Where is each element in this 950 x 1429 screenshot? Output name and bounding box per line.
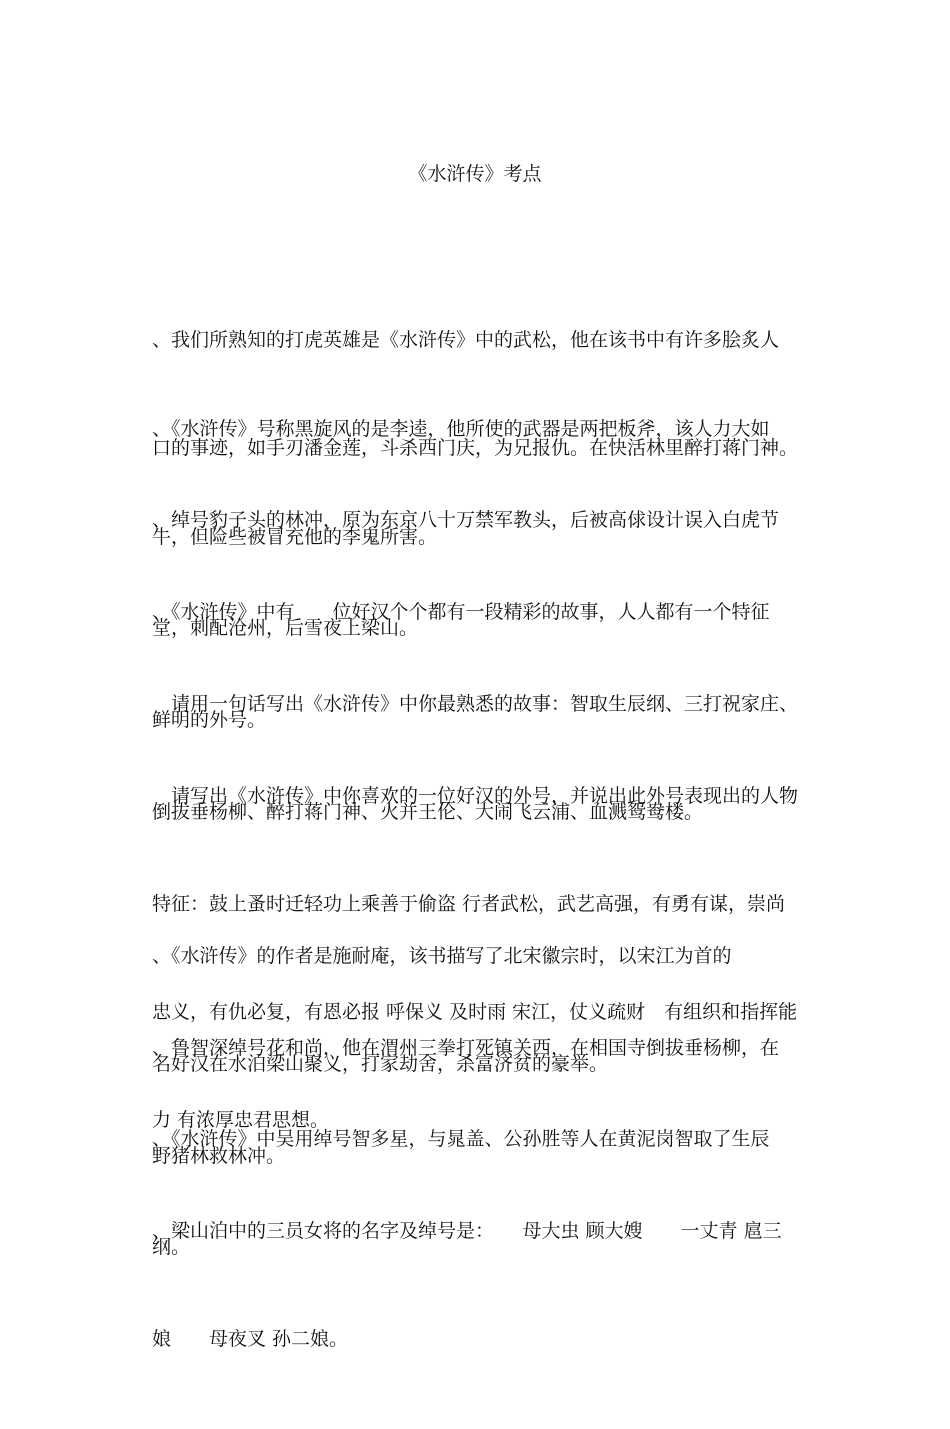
document-title: 《水浒传》考点 (408, 163, 542, 185)
paragraph-line: 娘 母夜叉 孙二娘。 (152, 1328, 349, 1350)
paragraph-line: 、《水浒传》中有 位好汉个个都有一段精彩的故事，人人都有一个特征 (152, 601, 770, 623)
paragraph-line: 名好汉在水泊梁山聚义，打家劫舍，杀富济贫的豪举。 (152, 1053, 609, 1075)
paragraph-line: 堂，刺配沧州，后雪夜上梁山。 (152, 617, 419, 639)
paragraph-female-generals (152, 1141, 812, 1429)
paragraph-line: 、《水浒传》中吴用绰号智多星，与晁盖、公孙胜等人在黄泥岗智取了生辰 (152, 1128, 770, 1150)
paragraph-line: 纲。 (152, 1236, 191, 1258)
paragraph-line: 倒拔垂杨柳、醉打蒋门神、火并王伦、大闹飞云浦、血溅鸳鸯楼。 (152, 801, 704, 823)
paragraph-line: 、绰号豹子头的林冲，原为东京八十万禁军教头，后被高俅设计误入白虎节 (152, 509, 780, 531)
paragraph-line: 、我们所熟知的打虎英雄是《水浒传》中的武松，他在该书中有许多脍炙人 (152, 329, 780, 351)
paragraph-line: 、《水浒传》号称黑旋风的是李逵，他所使的武器是两把板斧，该人力大如 (152, 418, 770, 440)
paragraph-line: 忠义，有仇必复，有恩必报 呼保义 及时雨 宋江，仗义疏财 有组织和指挥能 (152, 1001, 798, 1023)
paragraph-line: 、梁山泊中的三员女将的名字及绰号是： 母大虫 顾大嫂 一丈青 扈三 (152, 1220, 782, 1242)
paragraph-line: 、鲁智深绰号花和尚，他在渭州三拳打死镇关西，在相国寺倒拔垂杨柳，在 (152, 1037, 780, 1059)
paragraph-line: 请用一句话写出《水浒传》中你最熟悉的故事：智取生辰纲、三打祝家庄、 (152, 693, 799, 715)
paragraph-line: 牛，但险些被冒充他的李鬼所害。 (152, 526, 438, 548)
paragraph-line: 特征：鼓上蚤时迁轻功上乘善于偷盗 行者武松，武艺高强，有勇有谋，崇尚 (152, 893, 786, 915)
paragraph-line: 、《水浒传》的作者是施耐庵，该书描写了北宋徽宗时，以宋江为首的 (152, 945, 732, 967)
paragraph-line: 口的事迹，如手刃潘金莲，斗杀西门庆，为兄报仇。在快活林里醉打蒋门神。 (152, 437, 799, 459)
paragraph-line: 力 有浓厚忠君思想。 (152, 1109, 330, 1131)
paragraph-line: 鲜明的外号。 (152, 709, 267, 731)
paragraph-line: 请写出《水浒传》中你喜欢的一位好汉的外号，并说出此外号表现出的人物 (152, 785, 799, 807)
paragraph-line: 野猪林救林冲。 (152, 1145, 286, 1167)
